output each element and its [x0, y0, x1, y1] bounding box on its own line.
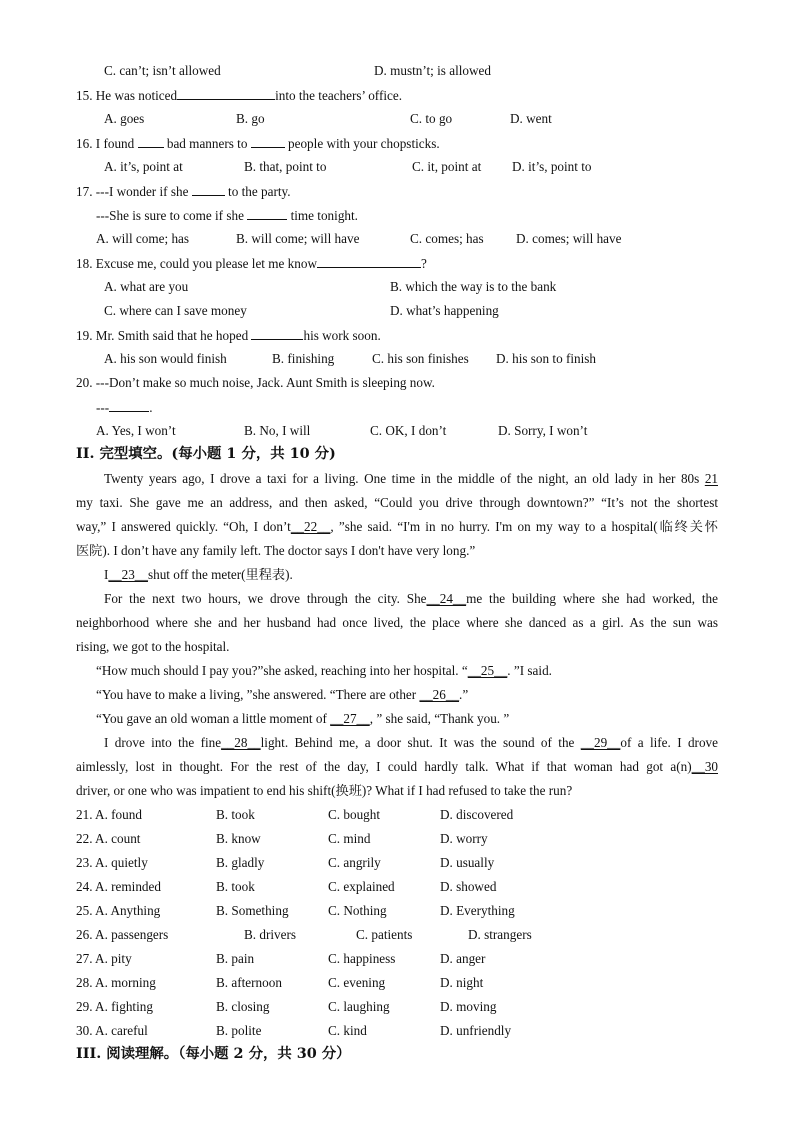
passage-line: For the next two hours, we drove through the city. She__24__me the building where she had worked, the: [104, 591, 718, 606]
q18-option-a: A. what are you: [104, 279, 189, 294]
cloze-30-c: C. kind: [328, 1023, 367, 1038]
answer-blank: [317, 254, 421, 268]
q15-option-d: D. went: [510, 111, 552, 126]
q18-stem: 18. Excuse me, could you please let me know ?: [76, 256, 427, 271]
q19-stem: 19. Mr. Smith said that he hoped his work soon.: [76, 328, 381, 343]
cloze-29-a: 29. A. fighting: [76, 999, 153, 1014]
cloze-25-d: D. Everything: [440, 903, 515, 918]
cloze-21-a: 21. A. found: [76, 807, 142, 822]
answer-blank: [138, 134, 164, 148]
cloze-30-b: B. polite: [216, 1023, 262, 1038]
cloze-26-a: 26. A. passengers: [76, 927, 169, 942]
q17-option-c: C. comes; has: [410, 231, 484, 246]
answer-blank: [109, 398, 149, 412]
cloze-26-c: C. patients: [356, 927, 413, 942]
cloze-24-c: C. explained: [328, 879, 395, 894]
q14-option-c: C. can’t; isn’t allowed: [104, 63, 221, 78]
q20-option-a: A. Yes, I won’t: [96, 423, 176, 438]
blank-25: __25__: [467, 663, 508, 678]
answer-blank: [177, 86, 275, 100]
blank-22: __22__: [290, 519, 331, 534]
passage-line: 医院). I don’t have any family left. The doctor says I don't have very long.”: [76, 543, 476, 558]
cloze-27-b: B. pain: [216, 951, 255, 966]
passage-line: “You have to make a living, ”she answered. “There are other __26__.”: [96, 687, 469, 702]
cloze-29-b: B. closing: [216, 999, 270, 1014]
passage-line: “You gave an old woman a little moment of __27__, ” she said, “Thank you. ”: [96, 711, 510, 726]
blank-26: __26__: [419, 687, 460, 702]
cloze-23-d: D. usually: [440, 855, 495, 870]
cloze-30-a: 30. A. careful: [76, 1023, 148, 1038]
q20-option-b: B. No, I will: [244, 423, 311, 438]
cloze-23-a: 23. A. quietly: [76, 855, 148, 870]
q16-option-c: C. it, point at: [412, 159, 482, 174]
blank-21: 21: [704, 471, 718, 486]
q18-option-d: D. what’s happening: [390, 303, 499, 318]
cloze-21-d: D. discovered: [440, 807, 514, 822]
q16-option-b: B. that, point to: [244, 159, 327, 174]
cloze-30-d: D. unfriendly: [440, 1023, 512, 1038]
blank-28: __28__: [221, 735, 261, 750]
q20-option-c: C. OK, I don’t: [370, 423, 447, 438]
q17-option-d: D. comes; will have: [516, 231, 622, 246]
blank-30: __30: [691, 759, 718, 774]
cloze-24-a: 24. A. reminded: [76, 879, 161, 894]
cloze-21-c: C. bought: [328, 807, 381, 822]
q17-response: ---She is sure to come if she time tonight.: [96, 208, 358, 223]
q19-option-b: B. finishing: [272, 351, 335, 366]
q17-stem: 17. ---I wonder if she to the party.: [76, 184, 291, 199]
cloze-26-d: D. strangers: [468, 927, 532, 942]
q16-option-d: D. it’s, point to: [512, 159, 592, 174]
passage-line: aimlessly, lost in thought. For the rest of the day, I could hardly talk. What if that woman had got a(n)__30: [76, 759, 718, 774]
passage-line: I__23__shut off the meter(里程表).: [104, 567, 293, 582]
section-3-heading: III. 阅读理解。（每小题 2 分，共 30 分）: [76, 1045, 351, 1062]
blank-27: __27__: [330, 711, 370, 726]
cloze-29-d: D. moving: [440, 999, 497, 1014]
q18-option-b: B. which the way is to the bank: [390, 279, 557, 294]
cloze-24-b: B. took: [216, 879, 255, 894]
section-2-heading: II. 完型填空。(每小题 1 分，共 10 分): [76, 445, 336, 462]
cloze-27-c: C. happiness: [328, 951, 396, 966]
cloze-27-d: D. anger: [440, 951, 486, 966]
cloze-28-a: 28. A. morning: [76, 975, 156, 990]
passage-line: rising, we got to the hospital.: [76, 639, 230, 654]
q16-option-a: A. it’s, point at: [104, 159, 183, 174]
cloze-25-a: 25. A. Anything: [76, 903, 161, 918]
cloze-25-b: B. Something: [216, 903, 289, 918]
q20-stem: 20. ---Don’t make so much noise, Jack. Aunt Smith is sleeping now.: [76, 375, 435, 390]
q15-stem: 15. He was noticed into the teachers’ office.: [76, 88, 403, 103]
cloze-23-c: C. angrily: [328, 855, 381, 870]
cloze-28-b: B. afternoon: [216, 975, 282, 990]
cloze-24-d: D. showed: [440, 879, 497, 894]
q14-option-d: D. mustn’t; is allowed: [374, 63, 491, 78]
answer-blank: [251, 134, 285, 148]
blank-23: __23__: [108, 567, 148, 582]
passage-line: “How much should I pay you?”she asked, reaching into her hospital. “__25__. ”I said.: [96, 663, 552, 678]
cloze-22-d: D. worry: [440, 831, 488, 846]
cloze-22-c: C. mind: [328, 831, 371, 846]
cloze-29-c: C. laughing: [328, 999, 390, 1014]
q15-option-a: A. goes: [104, 111, 145, 126]
q17-option-a: A. will come; has: [96, 231, 190, 246]
q17-option-b: B. will come; will have: [236, 231, 360, 246]
q18-option-c: C. where can I save money: [104, 303, 247, 318]
passage-line: neighborhood where she and her husband had once lived, the place where she danced as a girl. As the sun was: [76, 615, 718, 630]
passage-line: my taxi. She gave me an address, and then asked, “Could you drive through downtown?” “It’s not the shortest: [76, 495, 718, 510]
q20-option-d: D. Sorry, I won’t: [498, 423, 588, 438]
cloze-23-b: B. gladly: [216, 855, 265, 870]
answer-blank: [251, 326, 303, 340]
cloze-27-a: 27. A. pity: [76, 951, 132, 966]
passage-line: driver, or one who was impatient to end his shift(换班)? What if I had refused to take the run?: [76, 783, 573, 798]
q19-option-a: A. his son would finish: [104, 351, 227, 366]
q19-option-c: C. his son finishes: [372, 351, 469, 366]
passage-line: way,” I answered quickly. “Oh, I don’t__22__, ”she said. “I'm in no hurry. I'm on my way to a hospital(临终关怀: [76, 519, 718, 534]
cloze-22-a: 22. A. count: [76, 831, 141, 846]
q15-option-c: C. to go: [410, 111, 453, 126]
cloze-28-d: D. night: [440, 975, 484, 990]
cloze-26-b: B. drivers: [244, 927, 297, 942]
q16-stem: 16. I found bad manners to people with your chopsticks.: [76, 136, 440, 151]
cloze-21-b: B. took: [216, 807, 255, 822]
blank-29: __29__: [580, 735, 621, 750]
answer-blank: [247, 206, 287, 220]
q15-option-b: B. go: [236, 111, 265, 126]
cloze-22-b: B. know: [216, 831, 261, 846]
cloze-25-c: C. Nothing: [328, 903, 387, 918]
q19-option-d: D. his son to finish: [496, 351, 597, 366]
cloze-28-c: C. evening: [328, 975, 386, 990]
answer-blank: [192, 182, 225, 196]
passage-line: I drove into the fine__28__light. Behind me, a door shut. It was the sound of the __29__of a life. I drove: [104, 735, 718, 750]
q20-response: --- .: [96, 400, 153, 415]
blank-24: __24__: [426, 591, 467, 606]
passage-line: Twenty years ago, I drove a taxi for a living. One time in the middle of the night, an old lady in her 80s 21: [104, 471, 718, 486]
